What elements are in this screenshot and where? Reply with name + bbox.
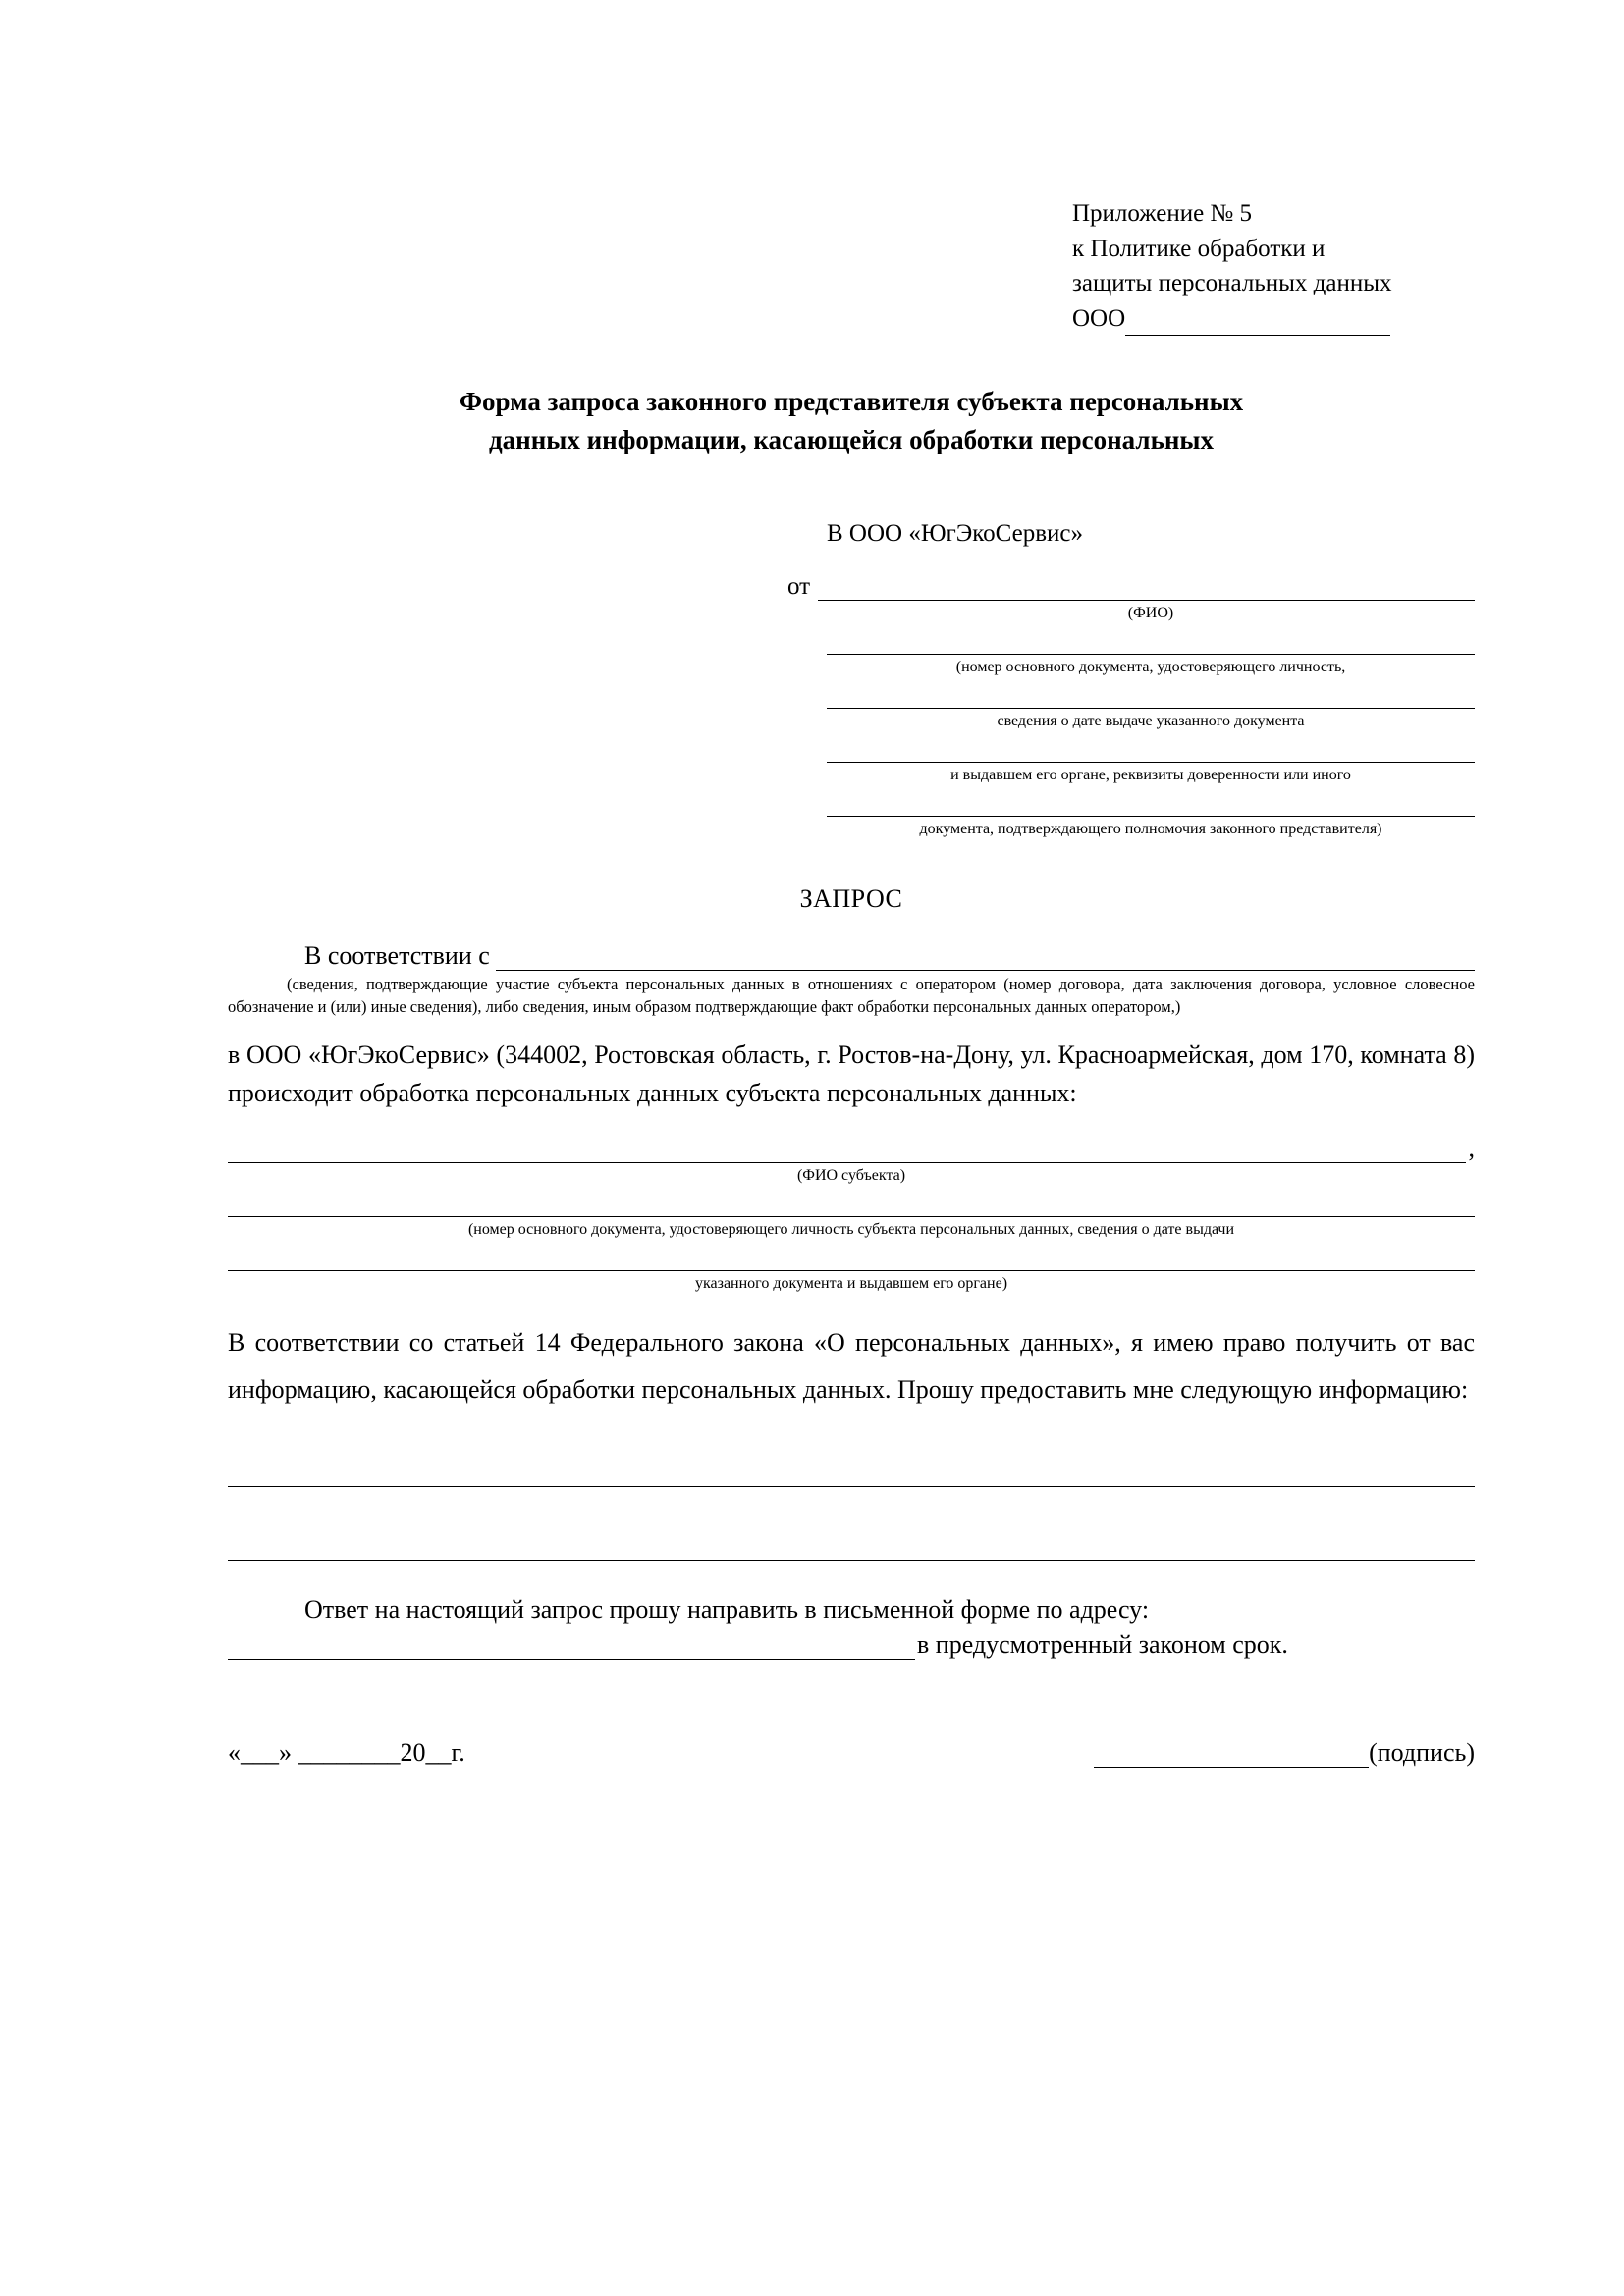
- date-field[interactable]: «___» ________20__г.: [228, 1738, 465, 1767]
- caption-fio: (ФИО): [1127, 605, 1174, 622]
- subject-doc-blank-1[interactable]: [228, 1195, 1475, 1217]
- signature-field-group: [1094, 1738, 1475, 1768]
- subject-fio-row: [228, 1134, 1475, 1163]
- appendix-number: Приложение № 5: [1072, 200, 1253, 227]
- caption-doc-4: документа, подтверждающего полномочия законного представителя): [919, 821, 1382, 838]
- caption-doc-1: (номер основного документа, удостоверяющего личность,: [955, 659, 1346, 676]
- caption-doc-3: и выдавшем его органе, реквизиты доверенности или иного: [950, 767, 1351, 784]
- from-row: [787, 573, 1475, 601]
- subject-fio-comma: ,: [1468, 1133, 1475, 1162]
- law-paragraph: В соответствии со статьей 14 Федерального закона «О персональных данных», я имею право получить от вас информацию, касающейся обработки персональных данных. Прошу предоставить мне следующую информацию:: [228, 1327, 1475, 1404]
- answer-address-tail: в предусмотренный законом срок.: [917, 1630, 1288, 1659]
- info-blank-line-2[interactable]: [228, 1538, 1475, 1561]
- free-info-lines: [228, 1465, 1475, 1561]
- subject-fio-blank[interactable]: [228, 1141, 1466, 1163]
- signature-caption: (подпись): [1369, 1738, 1475, 1767]
- caption-subject-doc-1: (номер основного документа, удостоверяющего личность субъекта персональных данных, сведения о дате выдачи: [467, 1220, 1235, 1238]
- info-blank-line-1[interactable]: [228, 1465, 1475, 1487]
- company-blank-line: [1125, 314, 1390, 336]
- company-line: [1072, 301, 1485, 337]
- page-title-line-1: Форма запроса законного представителя субъекта персональных: [459, 387, 1244, 416]
- in-accordance-note-text: (сведения, подтверждающие участие субъекта персональных данных в отношениях с оператором (номер договора, дата заключения договора, условное словесное обозначение и (или) иные сведения), либо сведения, иным образом подтверждающие факт обработки персональных данных оператором,): [228, 975, 1475, 1016]
- from-doc-blank-4[interactable]: [827, 794, 1475, 817]
- company-prefix: ООО: [1072, 304, 1126, 332]
- in-accordance-row: [228, 941, 1475, 971]
- policy-line-1: к Политике обработки и: [1072, 235, 1326, 262]
- request-heading: ЗАПРОС: [799, 884, 903, 914]
- in-accordance-label: В соответствии с: [304, 941, 490, 971]
- subject-doc-blank-2[interactable]: [228, 1249, 1475, 1271]
- document-content: [228, 196, 1475, 1768]
- from-doc-blank-3[interactable]: [827, 740, 1475, 763]
- from-doc-blank-2[interactable]: [827, 686, 1475, 709]
- page-title: [228, 383, 1475, 459]
- signature-blank[interactable]: [1094, 1745, 1369, 1768]
- caption-doc-2: сведения о дате выдаче указанного документа: [997, 713, 1305, 730]
- caption-subject-fio: (ФИО субъекта): [796, 1166, 906, 1184]
- organization-paragraph: в ООО «ЮгЭкоСервис» (344002, Ростовская область, г. Ростов-на-Дону, ул. Красноармейская, дом 170, комната 8) происходит обработка персональных данных субъекта персональных данных:: [228, 1040, 1475, 1107]
- appendix-header: [1072, 196, 1485, 336]
- addressee-block: [787, 520, 1475, 839]
- addressee-organization: В ООО «ЮгЭкоСервис»: [827, 520, 1084, 548]
- from-label: от: [787, 573, 811, 601]
- policy-line-2: защиты персональных данных: [1072, 270, 1392, 296]
- caption-subject-doc-2: указанного документа и выдавшем его органе): [694, 1274, 1008, 1292]
- from-doc-blank-1[interactable]: [827, 632, 1475, 655]
- answer-address-blank[interactable]: [228, 1637, 915, 1660]
- from-fio-blank[interactable]: [818, 578, 1475, 601]
- page-title-line-2: данных информации, касающейся обработки персональных: [489, 425, 1214, 455]
- answer-paragraph: Ответ на настоящий запрос прошу направить в письменной форме по адресу:: [304, 1595, 1150, 1624]
- signature-row: [228, 1738, 1475, 1768]
- in-accordance-note: [228, 974, 1475, 1018]
- answer-address-row: [228, 1630, 1475, 1660]
- in-accordance-blank[interactable]: [496, 948, 1475, 971]
